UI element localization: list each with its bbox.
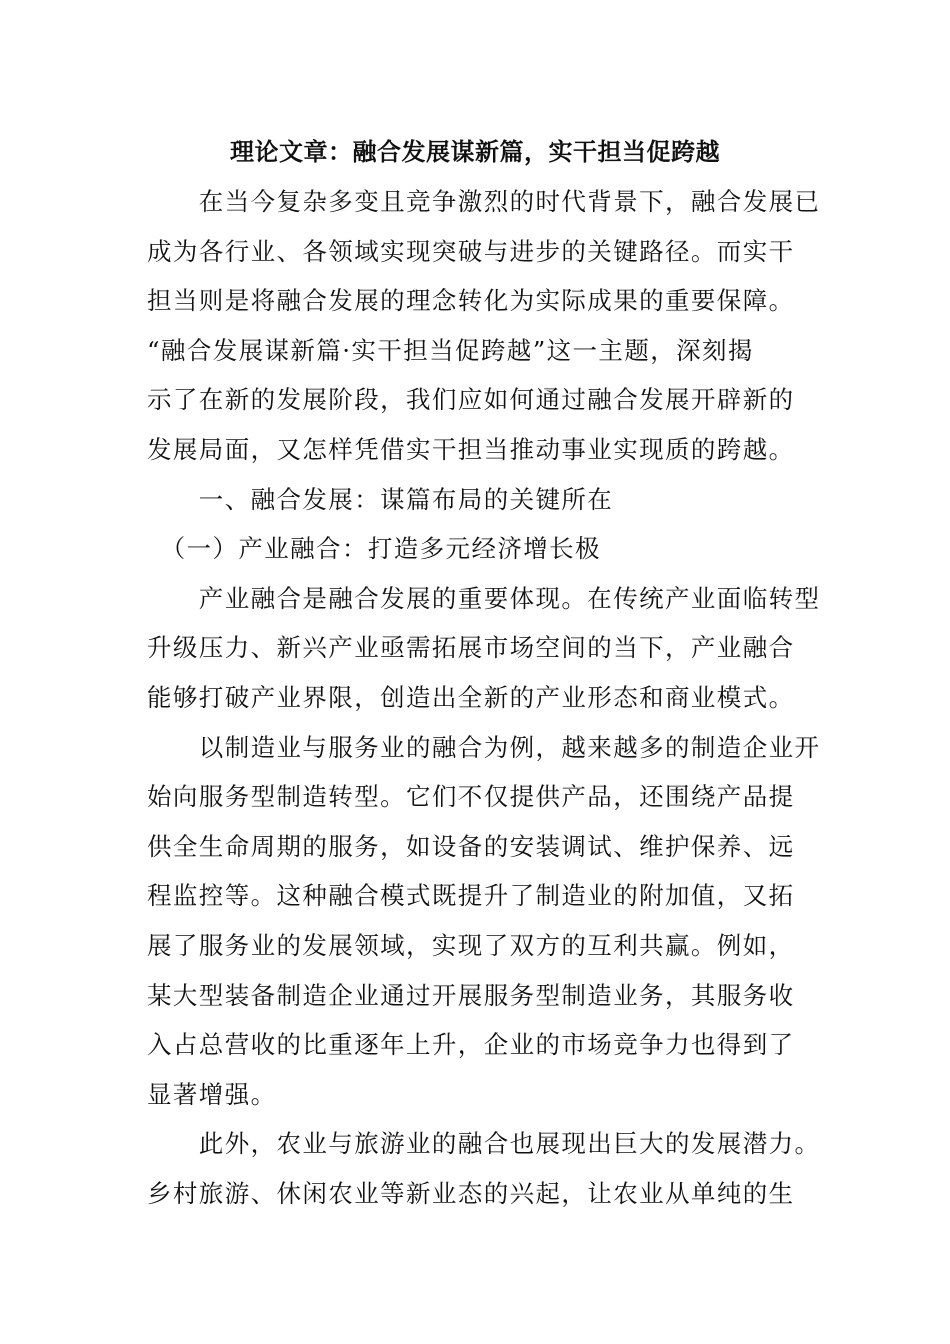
text-line: 成为各行业、各领域实现突破与进步的关键路径。而实干 (147, 237, 795, 266)
text-line: 展了服务业的发展领域，实现了双方的互利共赢。例如， (147, 931, 795, 960)
text-line: 程监控等。这种融合模式既提升了制造业的附加值，又拓 (147, 881, 795, 910)
text-line: 担当则是将融合发展的理念转化为实际成果的重要保障。 (147, 286, 795, 315)
text-line: 升级压力、新兴产业亟需拓展市场空间的当下，产业融合 (147, 633, 795, 662)
section-heading: 一、融合发展：谋篇布局的关键所在 (147, 485, 614, 514)
page-title: 理论文章：融合发展谋新篇，实干担当促跨越 (230, 137, 720, 166)
text-line: 供全生命周期的服务，如设备的安装调试、维护保养、远 (147, 832, 795, 861)
text-line: 始向服务型制造转型。它们不仅提供产品，还围绕产品提 (147, 782, 795, 811)
text-line: 入占总营收的比重逐年上升，企业的市场竞争力也得到了 (147, 1030, 795, 1059)
text-line: 显著增强。 (147, 1080, 277, 1109)
text-line: 能够打破产业界限，创造出全新的产业形态和商业模式。 (147, 683, 795, 712)
text-line: 产业融合是融合发展的重要体现。在传统产业面临转型 (147, 584, 821, 613)
text-line: 以制造业与服务业的融合为例，越来越多的制造企业开 (147, 733, 821, 762)
text-line: 在当今复杂多变且竞争激烈的时代背景下，融合发展已 (147, 187, 821, 216)
text-line: 发展局面，又怎样凭借实干担当推动事业实现质的跨越。 (147, 435, 795, 464)
text-line: 乡村旅游、休闲农业等新业态的兴起，让农业从单纯的生 (147, 1179, 795, 1208)
text-line: 某大型装备制造企业通过开展服务型制造业务，其服务收 (147, 981, 795, 1010)
text-line: 示了在新的发展阶段，我们应如何通过融合发展开辟新的 (147, 385, 795, 414)
text-line: 此外，农业与旅游业的融合也展现出巨大的发展潜力。 (147, 1129, 821, 1158)
subsection-heading: （一）产业融合：打造多元经济增长极 (147, 534, 601, 563)
text-line: “融合发展谋新篇·实干担当促跨越”这一主题，深刻揭 (147, 336, 754, 365)
